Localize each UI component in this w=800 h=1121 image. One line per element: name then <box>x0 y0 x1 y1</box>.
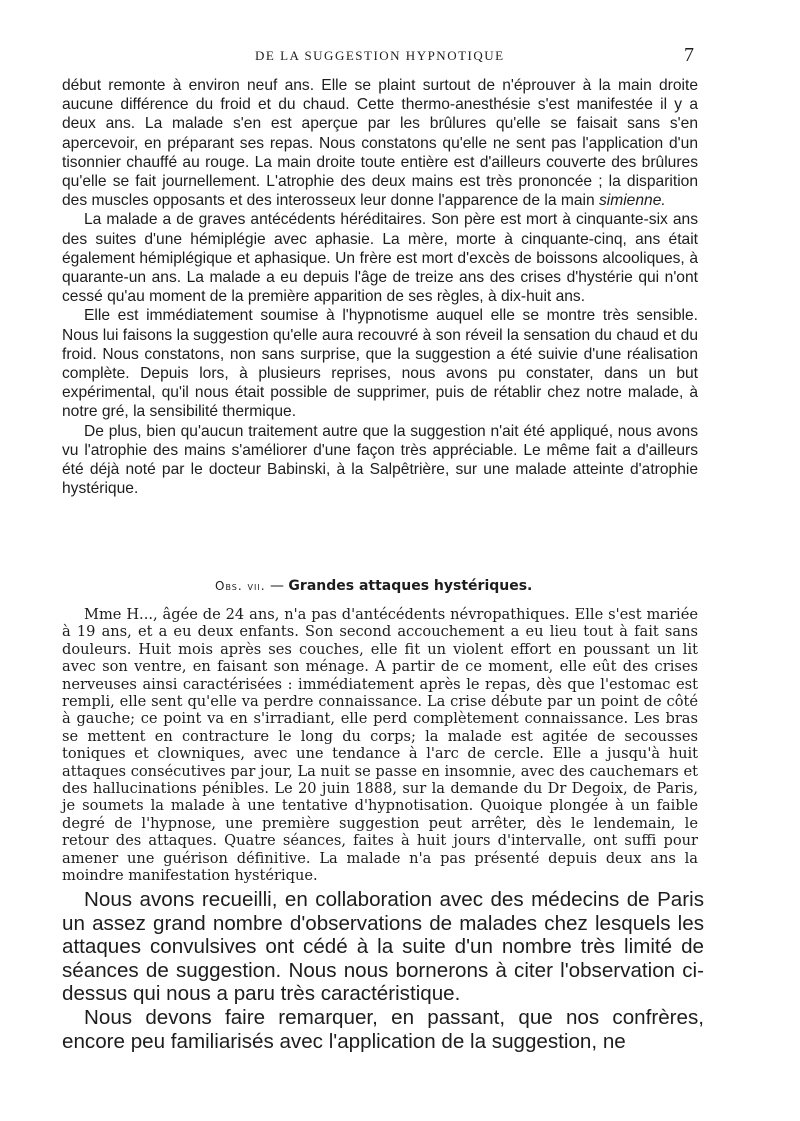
paragraph-case-report: Mme H..., âgée de 24 ans, n'a pas d'antécédents névropathiques. Elle s'est mariée à 19 ans, et a eu deux enfants. Son second accouchement a eu lieu tout à fait sans douleurs. Huit mois après ses couches, elle fit un violent effort en poussant un lit avec son ventre, en faisant son ménage. A partir de ce moment, elle eût des crises nerveuses ainsi caractérisées : immédiatement après le repas, dès que l'estomac est rempli, elle sent qu'elle va perdre connaissance. La crise débute par un point de côté à gauche; ce point va en s'irradiant, elle perd complètement connaissance. Les bras se mettent en contracture le long du corps; la malade est agitée de secousses toniques et clowniques, avec une tendance à l'arc de cercle. Elle a jusqu'à huit attaques consécutives par jour, La nuit se passe en insomnie, avec des cauchemars et des hallucinations pénibles. Le 20 juin 1888, sur la demande du Dr Degoix, de Paris, je soumets la malade à une tentative d'hypnotisation. Quoique plongée à un faible degré de l'hypnose, une première suggestion peut arrêter, dès le lendemain, le retour des attaques. Quatre séances, faites à huit jours d'intervalle, ont suffi pour amener une guérison définitive. La malade n'a pas présenté depuis deux ans la moindre manifestation hystérique. <box>62 606 698 885</box>
observation-title <box>215 578 532 594</box>
case-text-top <box>62 76 698 498</box>
observation-text <box>62 606 698 885</box>
paragraph-collaboration: Nous avons recueilli, en collaboration avec des médecins de Paris un assez grand nombre d'observations de malades chez lesquels les attaques convulsives ont cédé à la suite d'un nombre très limité de séances de suggestion. Nous nous bornerons à citer l'observation ci-dessus qui nous a paru très caractéristique. <box>62 888 704 1006</box>
italic-word: simienne. <box>598 192 666 210</box>
observation-label: Obs. vii. <box>215 579 266 593</box>
running-head: DE LA SUGGESTION HYPNOTIQUE <box>255 48 505 63</box>
paragraph-remark: Nous devons faire remarquer, en passant, que nos confrères, encore peu familiarisés avec l'application de la suggestion, ne <box>62 1005 704 1053</box>
observation-dash: — <box>269 578 284 594</box>
paragraph-improvement: De plus, bien qu'aucun traitement autre que la suggestion n'ait été appliqué, nous avons vu l'atrophie des mains s'améliorer d'une façon très appréciable. Le même fait a d'ailleurs été déjà noté par le docteur Babinski, à la Salpêtrière, sur une malade atteinte d'atrophie hystérique. <box>62 422 698 498</box>
closing-text <box>62 888 704 1053</box>
paragraph-hypnotism: Elle est immédiatement soumise à l'hypnotisme auquel elle se montre très sensible. Nous lui faisons la suggestion qu'elle aura recouvré à son réveil la sensation du chaud et du froid. Nous constatons, non sans surprise, que la suggestion a été suivie d'une réalisation complète. Depuis lors, à plusieurs reprises, nous avons pu constater, dans un but expérimental, qu'il nous était possible de supprimer, puis de rétablir chez notre malade, à notre gré, la sensibilité thermique. <box>62 307 698 421</box>
page-number: 7 <box>684 44 694 66</box>
paragraph-atrophy: début remonte à environ neuf ans. Elle se plaint surtout de n'éprouver à la main droite aucune différence du froid et du chaud. Cette thermo-anesthésie s'est manifestée il y a deux ans. La malade s'en est aperçue par les brûlures qu'elle se faisait sans s'en apercevoir, en préparant ses repas. Nous constatons qu'elle ne sent pas l'application d'un tisonnier chauffé au rouge. La main droite toute entière est d'ailleurs couverte des brûlures qu'elle se fait journellement. L'atrophie des deux mains est très prononcée ; la disparition des muscles opposants et des interosseux leur donne l'apparence de la main simienne. <box>62 77 698 210</box>
observation-heading: Grandes attaques hystériques. <box>288 578 533 594</box>
paragraph-heredity: La malade a de graves antécédents héréditaires. Son père est mort à cinquante-six ans des suites d'une hémiplégie avec aphasie. La mère, morte à cinquante-cinq, ans était également hémiplégique et aphasique. Un frère est mort d'excès de boissons alcooliques, à quarante-un ans. La malade a eu depuis l'âge de treize ans des crises d'hystérie qui n'ont cessé qu'au moment de la première apparition de ses règles, à dix-huit ans. <box>62 211 698 306</box>
